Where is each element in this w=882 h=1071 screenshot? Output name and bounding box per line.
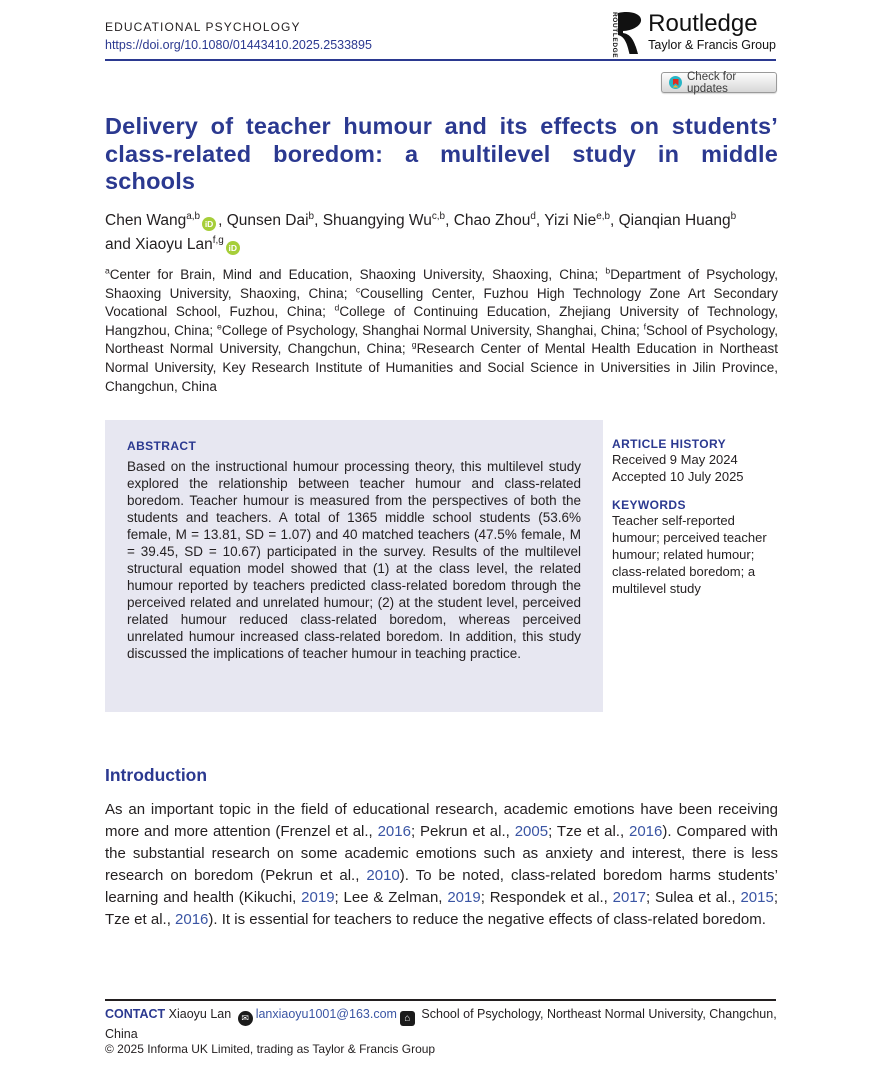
- routledge-mark-icon: [611, 11, 644, 59]
- abstract-box: [105, 420, 603, 712]
- citation-year-link[interactable]: 2015: [740, 889, 774, 906]
- keywords-heading: KEYWORDS: [612, 498, 686, 512]
- author-list: Chen Wang$^{a,b}$iD , Qunsen Dai$^b$, Shuangying Wu$^{c,b}$, Chao Zhou$^d$, Yizi Nie$^{e,b}$, Qianqian Huang$^b$ and Xiaoyu Lan$^{f,g}$iD: [105, 210, 737, 253]
- citation-year-link[interactable]: 2019: [301, 889, 335, 906]
- routledge-wordmark: [648, 11, 776, 52]
- address-icon: ⌂: [400, 1011, 415, 1026]
- citation-year-link[interactable]: 2017: [612, 889, 647, 906]
- citation-year-link[interactable]: 2016: [377, 823, 411, 840]
- contact-name: Xiaoyu Lan: [165, 1007, 235, 1021]
- journal-name: EDUCATIONAL PSYCHOLOGY: [105, 20, 301, 34]
- contact-label: CONTACT: [105, 1007, 166, 1021]
- footer-divider: [105, 999, 776, 1001]
- author-name: Shuangying Wu: [322, 212, 432, 229]
- contact-line: [105, 1006, 778, 1043]
- copyright-line: © 2025 Informa UK Limited, trading as Taylor & Francis Group: [105, 1042, 436, 1056]
- received-date: Received 9 May 2024: [612, 452, 738, 467]
- check-for-updates-button[interactable]: [661, 72, 777, 93]
- header-divider: [105, 59, 776, 61]
- taylor-francis-tagline: Taylor & Francis Group: [648, 38, 776, 53]
- citation-year-link[interactable]: 2019: [447, 889, 481, 906]
- doi-link[interactable]: https://doi.org/10.1080/01443410.2025.2533895: [105, 38, 372, 52]
- abstract-heading: ABSTRACT: [127, 439, 197, 453]
- accepted-date: Accepted 10 July 2025: [612, 469, 744, 484]
- article-history-heading: ARTICLE HISTORY: [612, 437, 727, 451]
- routledge-vertical-text: ROUTLEDGE: [611, 12, 619, 59]
- citation-year-link[interactable]: 2005: [514, 823, 549, 840]
- author-name: Qianqian Huang: [618, 212, 731, 229]
- introduction-heading: Introduction: [105, 765, 208, 785]
- contact-address: School of Psychology, Northeast Normal University, Changchun, China: [105, 1007, 777, 1041]
- author-name: Xiaoyu Lan: [135, 236, 213, 253]
- abstract-text: Based on the instructional humour processing theory, this multilevel study explored the relationship between teacher humour and class-related boredom. Teacher humour is measured from the perspectives of both the students and teachers. A total of 1365 middle school students (53.6% female, M = 13.81, SD = 1.07) and 40 matched teachers (47.5% female, M = 39.45, SD = 10.67) participated in the survey. Results of the multilevel structural equation model showed that (1) at the class level, the related humour reported by teachers predicted class-related boredom through the perceived related and unrelated humour; (2) at the student level, perceived related humour reduced class-related boredom, whereas perceived unrelated humour increased class-related boredom. In addition, this study discussed the implications of teacher humour in teaching practice.: [127, 459, 581, 661]
- check-for-updates-label: Check for updates: [687, 70, 737, 95]
- author-name: Qunsen Dai: [226, 212, 309, 229]
- routledge-logo: [611, 10, 776, 59]
- author-name: Chen Wang: [105, 212, 187, 229]
- crossmark-icon: [669, 76, 682, 89]
- orcid-icon[interactable]: iD: [202, 217, 216, 231]
- introduction-paragraph: As an important topic in the field of educational research, academic emotions have been receiving more and more attention (Frenzel et al., 2016; Pekrun et al., 2005; Tze et al., 2016). Compared with the substantial research on some academic emotions such as anxiety and interest, there is less research on boredom (Pekrun et al., 2010). To be noted, class-related boredom harms students’ learning and health (Kikuchi, 2019; Lee & Zelman, 2019; Respondek et al., 2017; Sulea et al., 2015; Tze et al., 2016). It is essential for teachers to reduce the negative effects of class-related boredom.: [105, 801, 778, 928]
- email-icon: ✉: [238, 1011, 253, 1026]
- contact-email-link[interactable]: lanxiaoyu1001@163.com: [255, 1007, 397, 1021]
- citation-year-link[interactable]: 2016: [628, 823, 663, 840]
- orcid-icon[interactable]: iD: [226, 241, 240, 255]
- routledge-r-icon: [617, 11, 643, 55]
- article-title: Delivery of teacher humour and its effects on students’ class-related boredom: a multilevel study in middle schools: [105, 113, 778, 194]
- keywords-text: Teacher self-reported humour; perceived teacher humour; related humour; class-related boredom; a multilevel study: [612, 513, 767, 596]
- citation-year-link[interactable]: 2016: [175, 911, 209, 928]
- article-info-sidebar: [612, 437, 780, 597]
- author-name: Chao Zhou: [453, 212, 531, 229]
- routledge-name: Routledge: [648, 10, 758, 37]
- author-name: Yizi Nie: [544, 212, 597, 229]
- citation-year-link[interactable]: 2010: [366, 867, 400, 884]
- affiliations: $^a$Center for Brain, Mind and Education, Shaoxing University, Shaoxing, China; $^b$Department of Psychology, Shaoxing University, Shaoxing, China; $^c$Couselling Center, Fuzhou High Technology Zone Art Secondary Vocational School, Fuzhou, China; $^d$College of Continuing Education, Zhejiang University of Technology, Hangzhou, China; $^e$College of Psychology, Shanghai Normal University, Shanghai, China; $^f$School of Psychology, Northeast Normal University, Changchun, China; $^g$Research Center of Mental Health Education in Northeast Normal University, Key Research Institute of Humanities and Social Science in Universities in Jilin Province, Changchun, China: [105, 265, 779, 394]
